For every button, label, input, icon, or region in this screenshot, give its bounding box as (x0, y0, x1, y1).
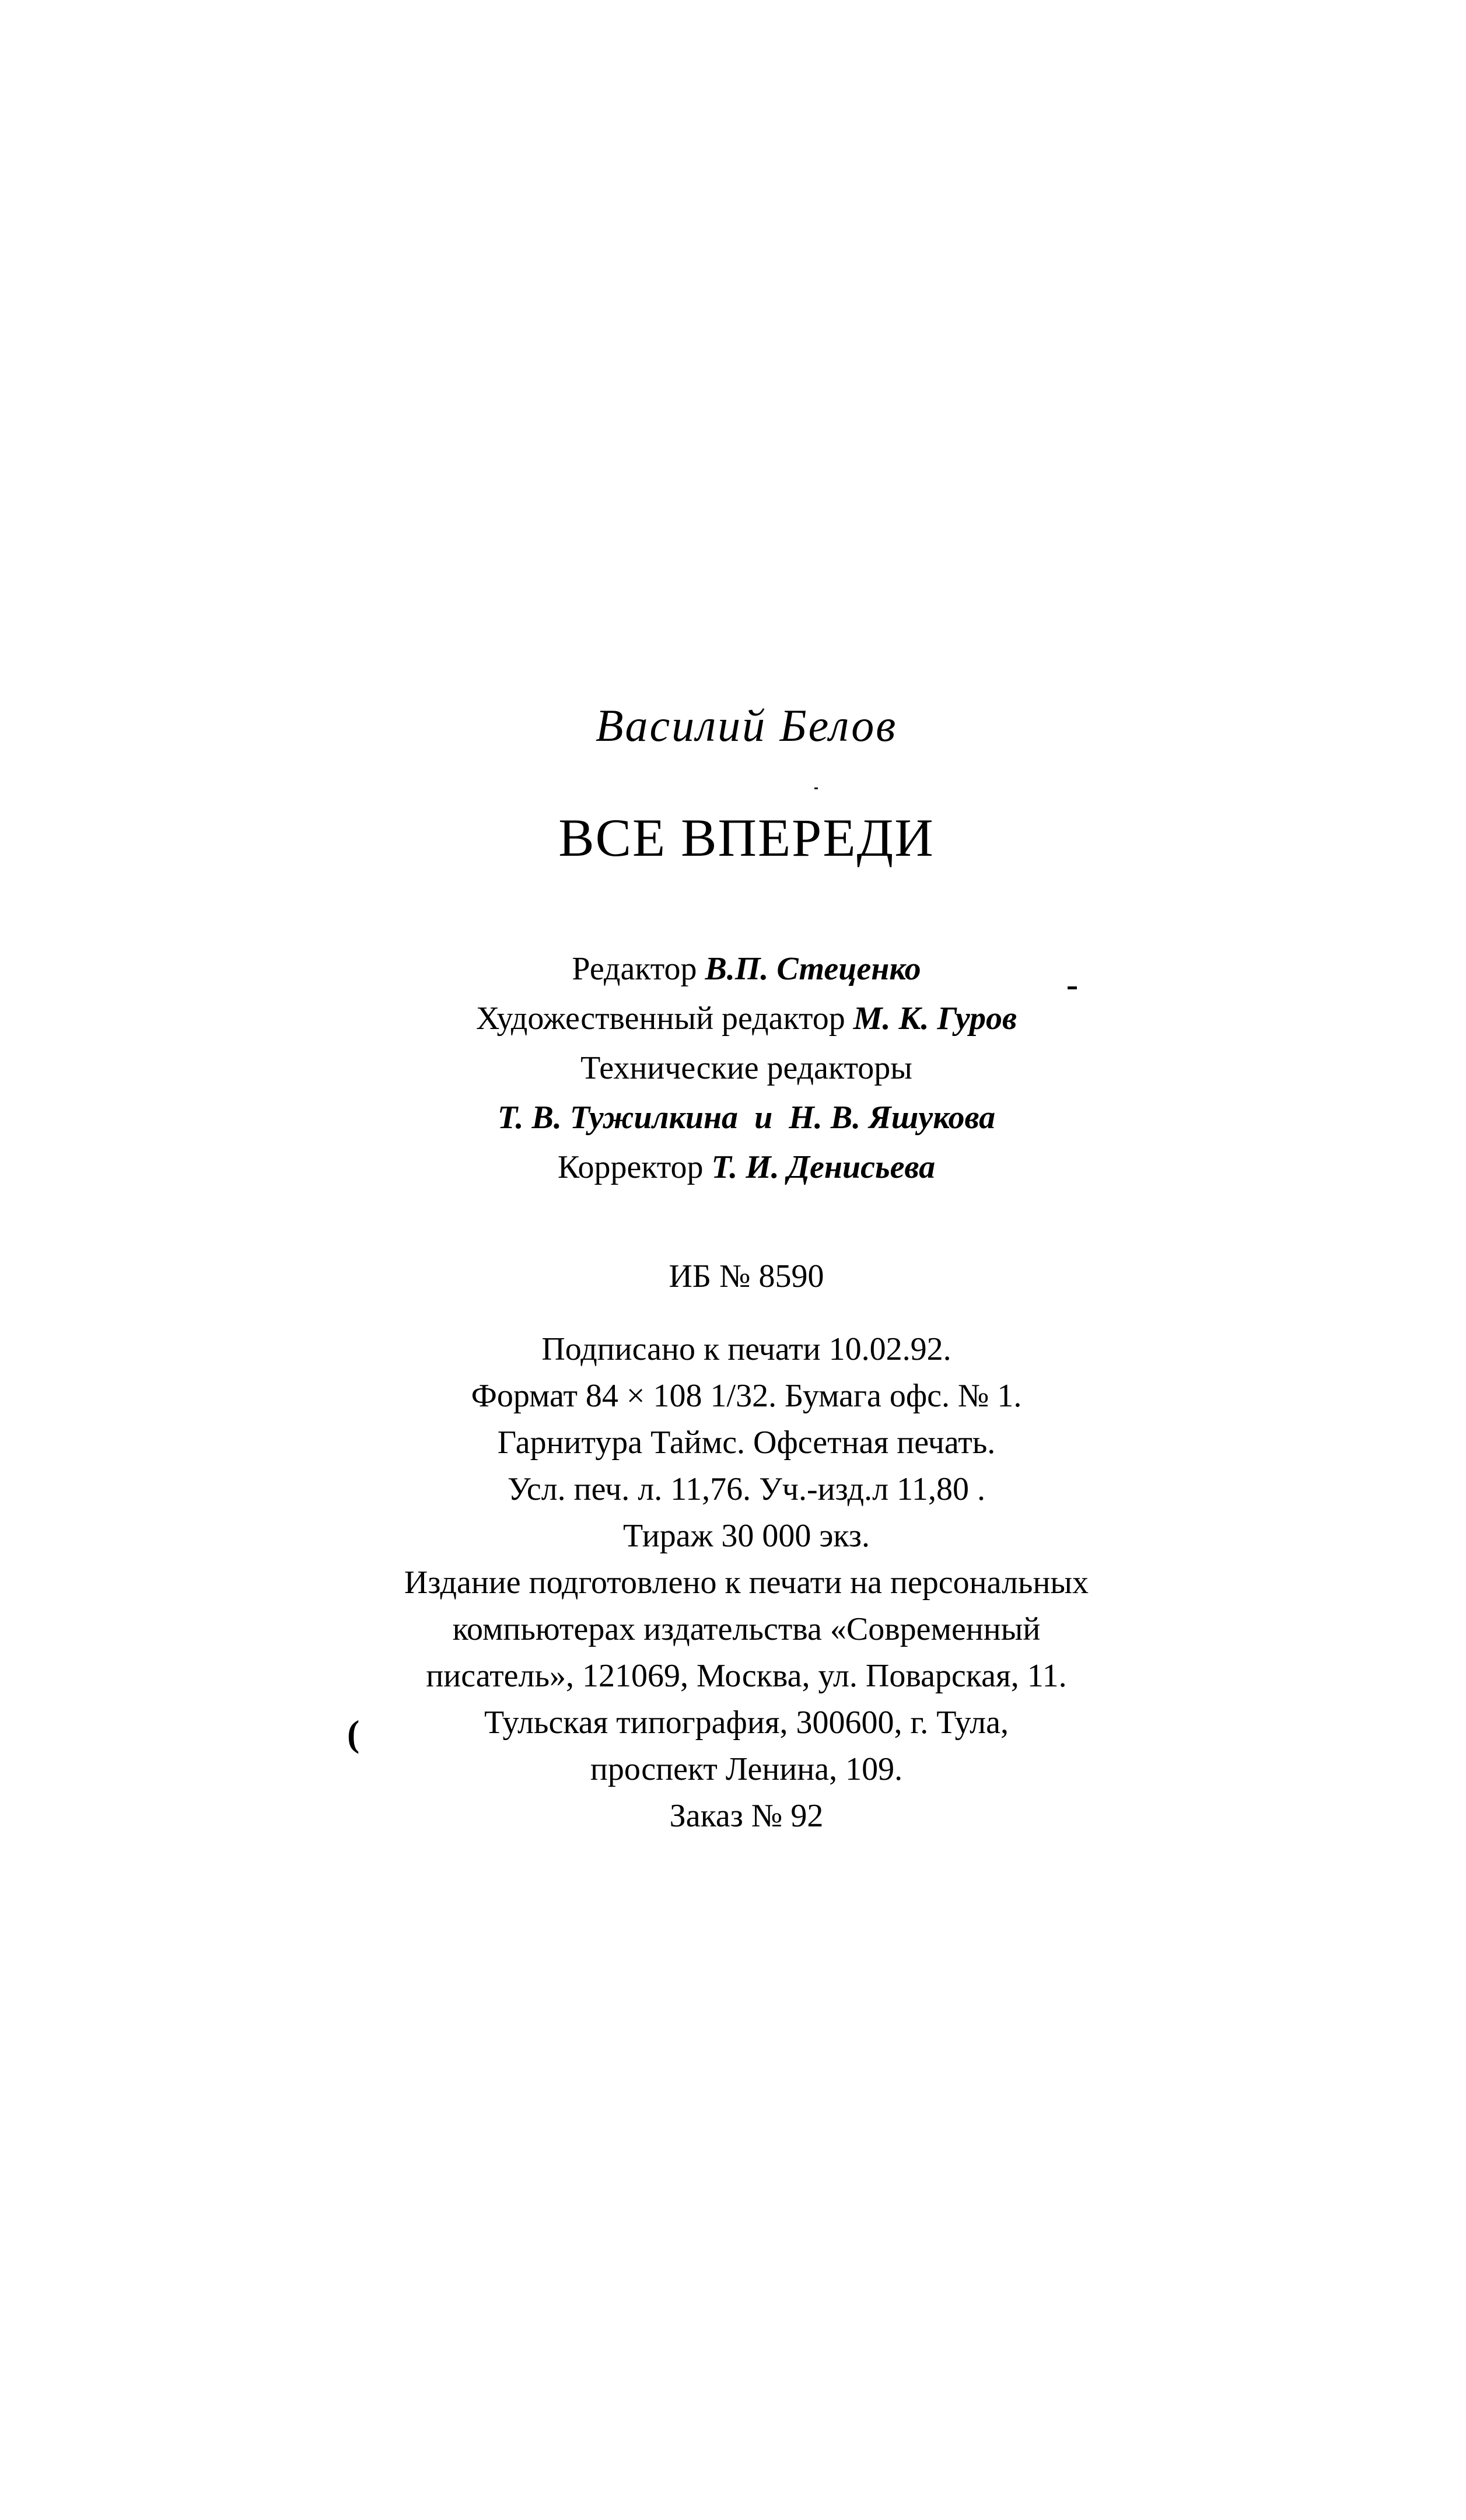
print-speck (814, 788, 818, 789)
art-editor-credit (0, 1002, 1466, 1035)
editor-name: В.П. Стеценко (705, 951, 921, 987)
author-name: Василий Белов (595, 700, 898, 751)
tech-editor-2-name: Н. В. Яшукова (789, 1100, 996, 1136)
imprint-line: Усл. печ. л. 11,76. Уч.-изд.л 11,80 . (507, 1471, 986, 1507)
imprint-line: проспект Ленина, 109. (590, 1751, 903, 1787)
imprint-line: компьютерах издательства «Современный (452, 1611, 1041, 1647)
imprint-line: Заказ № 92 (669, 1798, 824, 1834)
imprint-line: Формат 84 × 108 1/32. Бумага офс. № 1. (471, 1378, 1022, 1414)
imprint-line: писатель», 121069, Москва, ул. Поварская, 11. (426, 1658, 1067, 1694)
corrector-label: Корректор (557, 1149, 704, 1185)
imprint-line: Тираж 30 000 экз. (623, 1518, 870, 1554)
print-dash-speck (1068, 986, 1077, 989)
print-bracket-speck: ( (347, 1713, 360, 1754)
tech-editors-conjunction: и (754, 1100, 773, 1136)
book-title: ВСЕ ВПЕРЕДИ (558, 808, 935, 867)
imprint-line: Тульская типография, 300600, г. Тула, (484, 1704, 1009, 1741)
corrector-credit (0, 1151, 1466, 1184)
tech-editors-label: Технические редакторы (580, 1050, 912, 1086)
art-editor-name: М. К. Гуров (853, 1000, 1017, 1037)
ib-number: ИБ № 8590 (669, 1258, 824, 1294)
art-editor-label: Художественный редактор (475, 1000, 845, 1037)
editor-credit (0, 953, 1466, 985)
tech-editors-names (0, 1101, 1466, 1134)
editor-label: Редактор (572, 951, 697, 987)
imprint-line: Подписано к печати 10.02.92. (541, 1331, 951, 1367)
imprint-line: Гарнитура Таймс. Офсетная печать. (497, 1424, 996, 1461)
imprint-line: Издание подготовлено к печати на персональных (404, 1564, 1089, 1601)
tech-editor-1-name: Т. В. Тужилкина (497, 1100, 739, 1136)
corrector-name: Т. И. Денисьева (711, 1149, 936, 1185)
